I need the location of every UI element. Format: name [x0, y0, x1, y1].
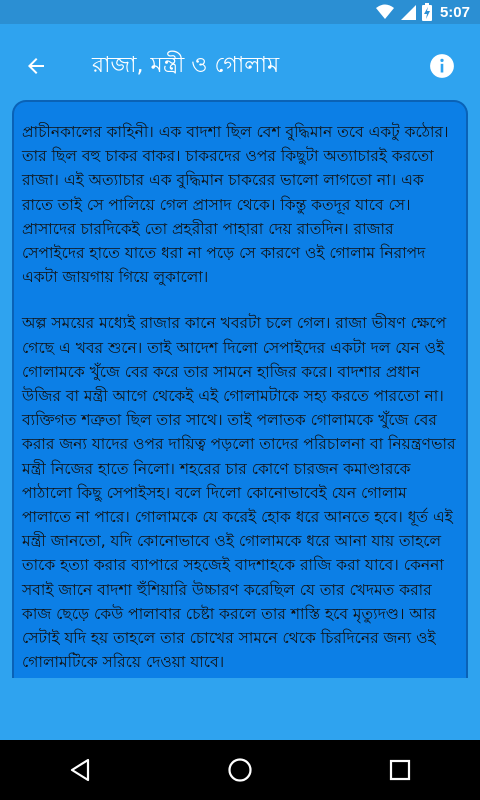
app-bar: [0, 24, 480, 108]
info-icon: [429, 53, 455, 79]
story-paragraph-1: প্রাচীনকালের কাহিনী। এক বাদশা ছিল বেশ বুদ্ধিমান তবে একটু কঠোর। তার ছিল বহু চাকর বাকর। চাকরদের ওপর কিছুটা অত্যাচারই করতো রাজা। এই অত্যাচার এক বুদ্ধিমান চাকরের ভালো লাগতো না। এক রাতে তাই সে পালিয়ে গেল প্রাসাদ থেকে। কিন্তু কতদূর যাবে সে। প্রাসাদের চারদিকেই তো প্রহরীরা পাহারা দেয় রাতদিন। রাজার সেপাইদের হাতে যাতে ধরা না পড়ে সে কারণে ওই গোলাম নিরাপদ একটা জায়গায় গিয়ে লুকালো।: [22, 123, 449, 287]
back-triangle-icon: [69, 758, 91, 782]
story-panel[interactable]: [12, 100, 468, 678]
bottom-area: [0, 678, 480, 740]
info-button[interactable]: [414, 38, 470, 94]
signal-icon: [400, 4, 416, 20]
story-paragraph-2: অল্প সময়ের মধ্যেই রাজার কানে খবরটা চলে গেল। রাজা ভীষণ ক্ষেপে গেছে এ খবর শুনে। তাই আদেশ দিলো সেপাইদের একটা দল যেন ওই গোলামকে খুঁজে বের করে তার সামনে হাজির করে। বাদশার প্রধান উজির বা মন্ত্রী আগে থেকেই এই গোলামটাকে সহ্য করতে পারতো না। ব্যক্তিগত শত্রুতা ছিল তার সাথে। তাই পলাতক গোলামকে খুঁজে বের করার জন্য যাদের ওপর দায়িত্ব পড়লো তাদের পরিচালনা বা নিয়ন্ত্রণভার মন্ত্রী নিজের হাতে নিলো। শহরের চার কোণে চারজন কমাণ্ডারকে পাঠালো কিছু সেপাইসহ। বলে দিলো কোনোভাবেই যেন গোলাম পালাতে না পারে। গোলামকে যে করেই হোক ধরে আনতে হবে। ধূর্ত এই মন্ত্রী জানতো, যদি কোনোভাবে ওই গোলামকে ধরে আনা যায় তাহলে তাকে হত্যা করার ব্যাপারে সহজেই বাদশাহকে রাজি করা যাবে। কেননা সবাই জানে বাদশা হুঁশিয়ারি উচ্চারণ করেছিল যে তার খেদমত করার কাজ ছেড়ে কেউ পালাবার চেষ্টা করলে তার শাস্তি হবে মৃত্যুদণ্ড। আর সেটাই যদি হয় তাহলে তার চোখের সামনে থেকে চিরদিনের জন্য ওই গোলামটিকে সরিয়ে দেওয়া যাবে।: [22, 314, 456, 672]
navigation-bar: [0, 740, 480, 800]
status-bar: [0, 0, 480, 24]
battery-charging-icon: [422, 3, 432, 21]
nav-home-button[interactable]: [210, 740, 270, 800]
story-text: [22, 120, 456, 678]
status-time: 5:07: [439, 3, 470, 21]
arrow-back-icon: [24, 54, 48, 78]
recents-square-icon: [389, 759, 411, 781]
page-title: রাজা, মন্ত্রী ও গোলাম: [92, 52, 280, 78]
nav-recents-button[interactable]: [370, 740, 430, 800]
nav-back-button[interactable]: [50, 740, 110, 800]
home-circle-icon: [227, 757, 253, 783]
back-button[interactable]: [8, 38, 64, 94]
wifi-icon: [376, 4, 394, 20]
